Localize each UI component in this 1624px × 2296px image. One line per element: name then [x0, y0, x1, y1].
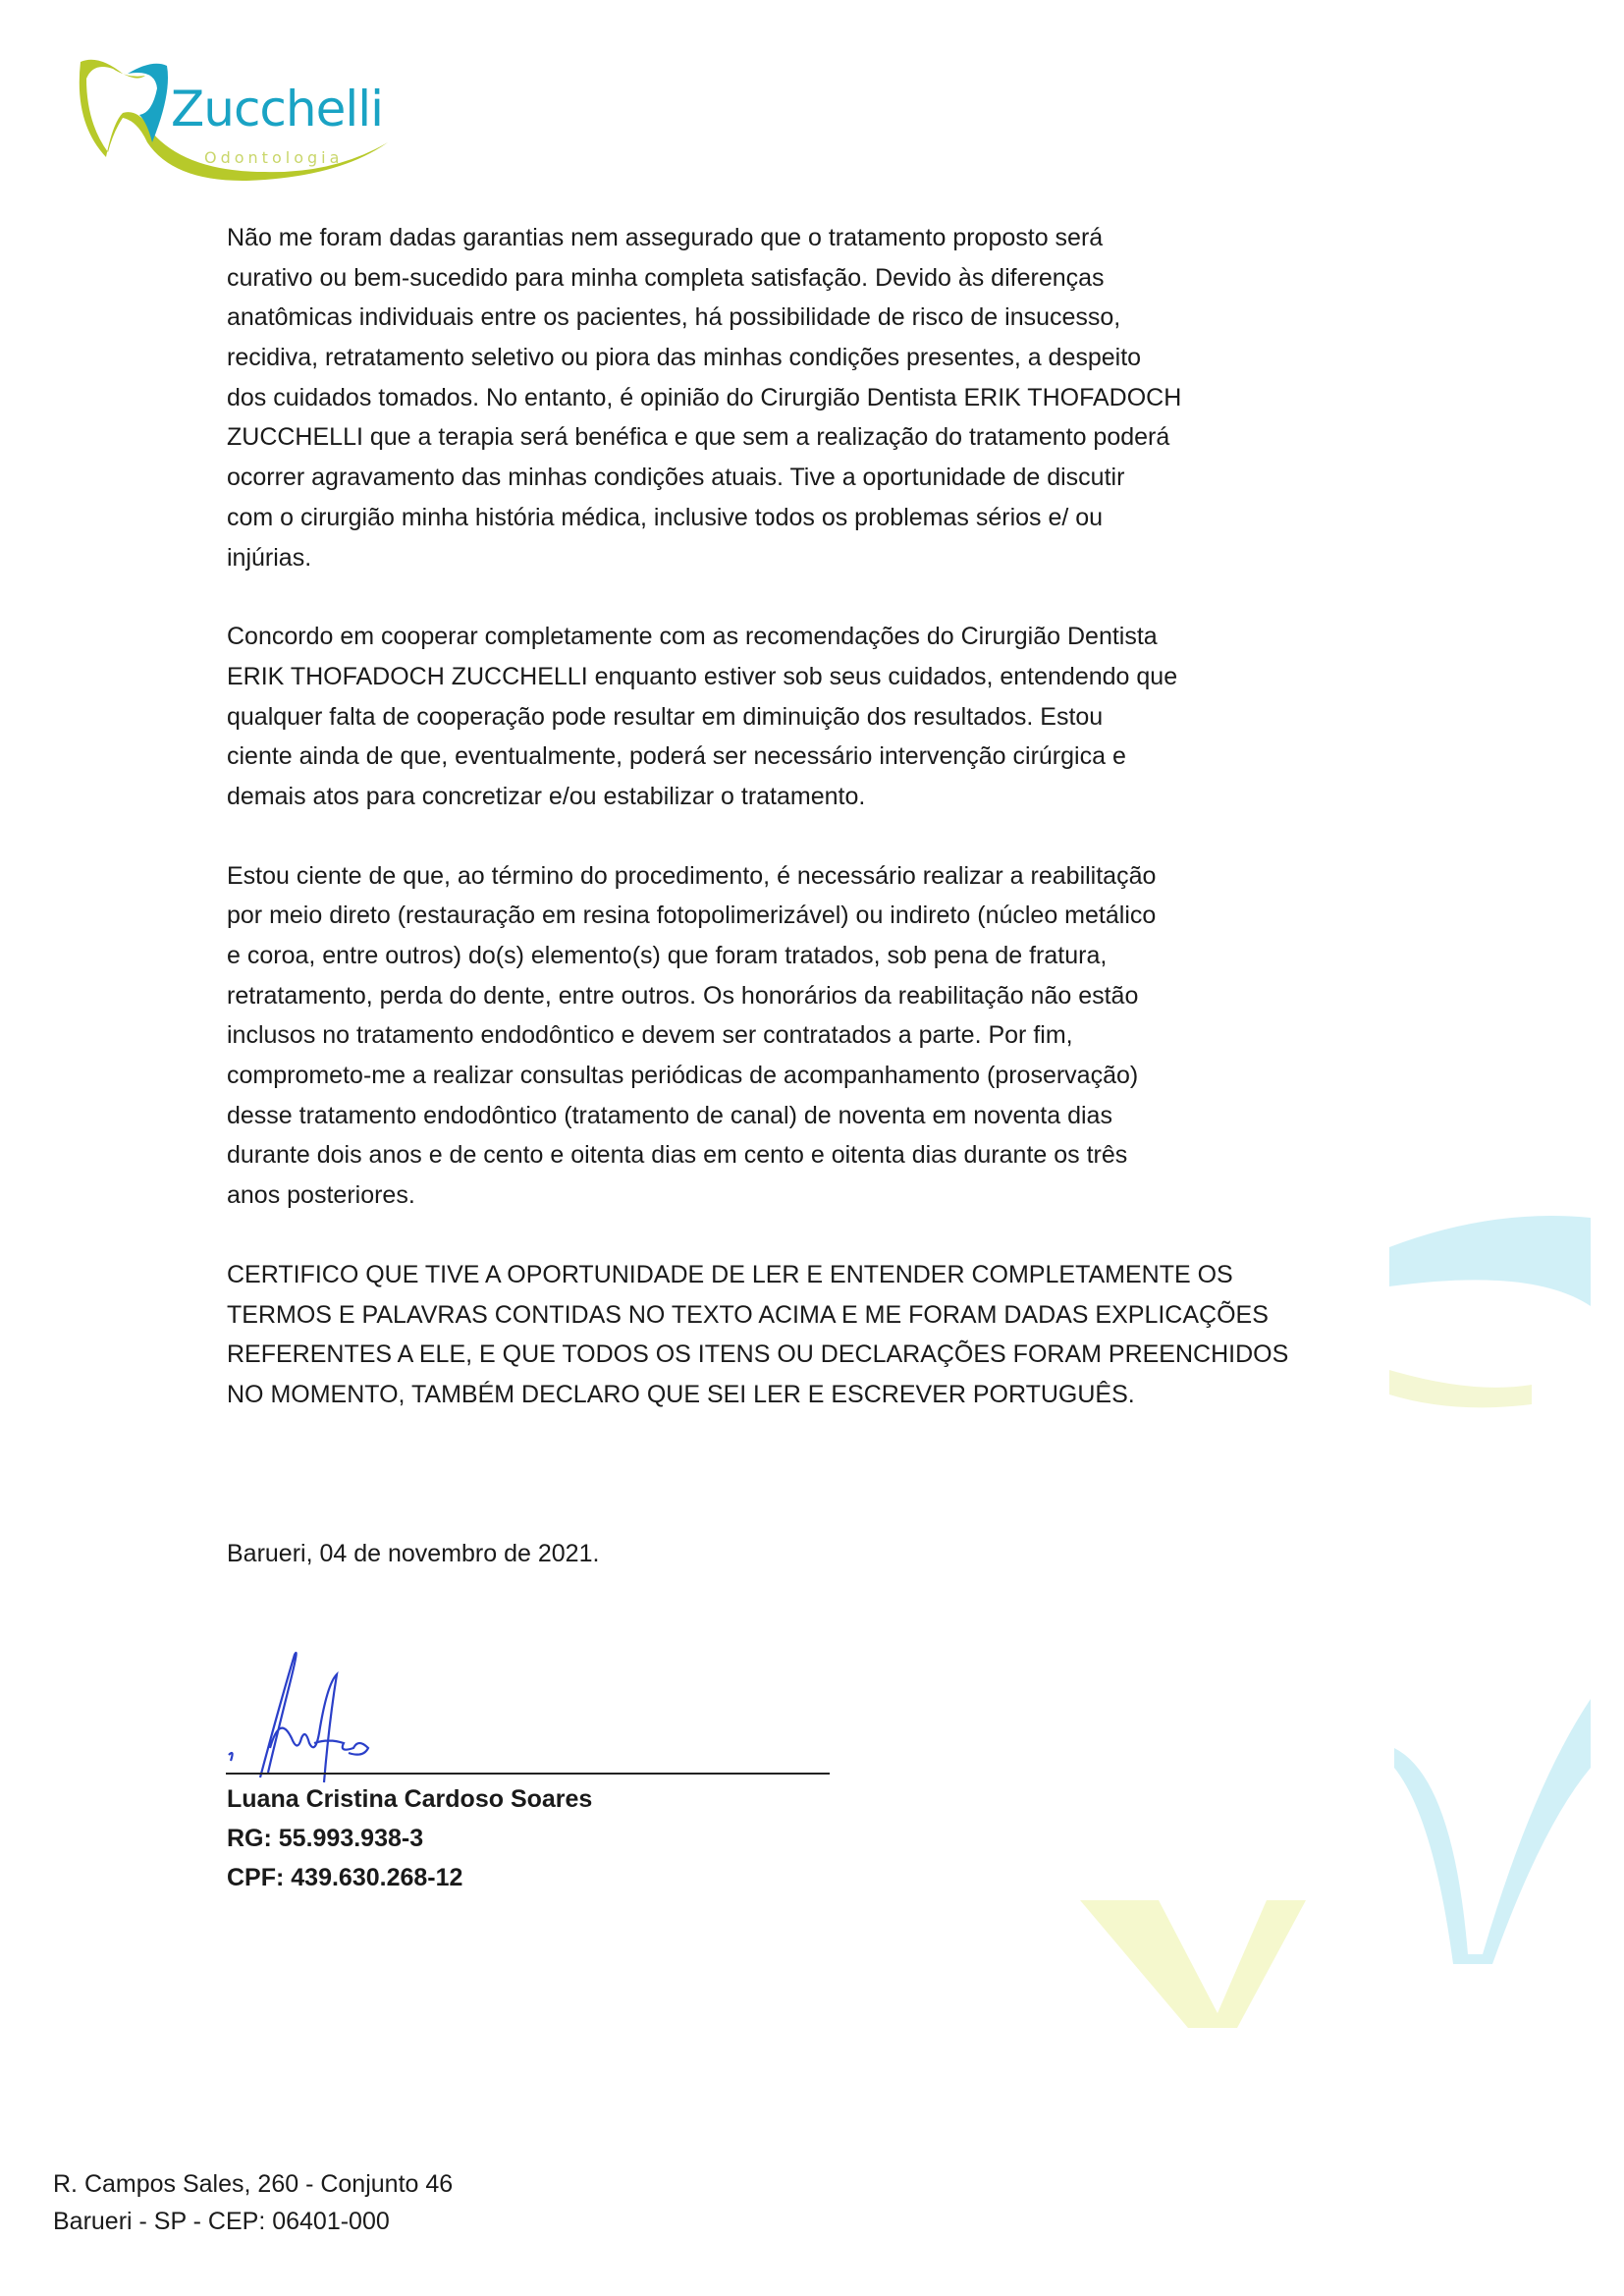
text-line: NO MOMENTO, TAMBÉM DECLARO QUE SEI LER E ESCREVER PORTUGUÊS. — [227, 1380, 1135, 1408]
text-line: CERTIFICO QUE TIVE A OPORTUNIDADE DE LER E ENTENDER COMPLETAMENTE OS — [227, 1260, 1233, 1288]
text-line: inclusos no tratamento endodôntico e devem ser contratados a parte. Por fim, — [227, 1021, 1073, 1050]
text-line: anos posteriores. — [227, 1181, 415, 1210]
document-body — [227, 218, 1405, 1415]
text-line: dos cuidados tomados. No entanto, é opinião do Cirurgião Dentista ERIK THOFADOCH — [227, 383, 1182, 411]
signatory-rg: RG: 55.993.938-3 — [227, 1825, 424, 1852]
text-line: e coroa, entre outros) do(s) elemento(s) que foram tratados, sob pena de fratura, — [227, 942, 1108, 969]
text-line: injúrias. — [227, 543, 312, 572]
text-line: durante dois anos e de cento e oitenta dias em cento e oitenta dias durante os três — [227, 1141, 1128, 1170]
signatory-block — [227, 1779, 592, 1897]
paragraph-rehabilitation — [227, 856, 1405, 1216]
signatory-name: Luana Cristina Cardoso Soares — [227, 1785, 593, 1813]
text-line: comprometo-me a realizar consultas periódicas de acompanhamento (proservação) — [227, 1062, 1139, 1090]
text-line: por meio direto (restauração em resina fotopolimerizável) ou indireto (núcleo metálico — [227, 902, 1157, 930]
text-line: TERMOS E PALAVRAS CONTIDAS NO TEXTO ACIMA E ME FORAM DADAS EXPLICAÇÕES — [227, 1300, 1269, 1329]
text-line: com o cirurgião minha história médica, inclusive todos os problemas sérios e/ ou — [227, 503, 1104, 531]
text-line: ERIK THOFADOCH ZUCCHELLI enquanto estiver sob seus cuidados, entendendo que — [227, 662, 1178, 690]
text-line: Concordo em cooperar completamente com as recomendações do Cirurgião Dentista — [227, 623, 1158, 651]
company-logo — [69, 54, 403, 191]
footer-city: Barueri - SP - CEP: 06401-000 — [53, 2208, 390, 2235]
text-line: curativo ou bem-sucedido para minha completa satisfação. Devido às diferenças — [227, 263, 1105, 292]
text-line: qualquer falta de cooperação pode resultar em diminuição dos resultados. Estou — [227, 702, 1104, 731]
text-line: retratamento, perda do dente, entre outros. Os honorários da reabilitação não estão — [227, 981, 1139, 1010]
text-line: REFERENTES A ELE, E QUE TODOS OS ITENS OU DECLARAÇÕES FORAM PREENCHIDOS — [227, 1340, 1289, 1369]
handwritten-signature — [221, 1645, 417, 1792]
footer-street: R. Campos Sales, 260 - Conjunto 46 — [53, 2170, 454, 2198]
text-line: demais atos para concretizar e/ou estabilizar o tratamento. — [227, 782, 866, 810]
text-line: ciente ainda de que, eventualmente, poderá ser necessário intervenção cirúrgica e — [227, 742, 1126, 771]
text-line: Não me foram dadas garantias nem assegurado que o tratamento proposto será — [227, 224, 1104, 251]
text-line: desse tratamento endodôntico (tratamento de canal) de noventa em noventa dias — [227, 1101, 1112, 1129]
text-line: recidiva, retratamento seletivo ou piora das minhas condições presentes, a despeito — [227, 344, 1142, 372]
text-line: ZUCCHELLI que a terapia será benéfica e que sem a realização do tratamento poderá — [227, 423, 1170, 452]
paragraph-cooperation — [227, 617, 1405, 816]
footer-address — [53, 2165, 453, 2240]
signature-line — [226, 1773, 830, 1775]
logo-subtitle: Odontologia — [204, 148, 344, 167]
signatory-cpf: CPF: 439.630.268-12 — [227, 1864, 463, 1891]
document-date: Barueri, 04 de novembro de 2021. — [227, 1540, 600, 1567]
logo-name: Zucchelli — [171, 81, 384, 137]
paragraph-guarantees — [227, 218, 1405, 577]
text-line: Estou ciente de que, ao término do procedimento, é necessário realizar a reabilitação — [227, 861, 1157, 890]
text-line: anatômicas individuais entre os pacientes, há possibilidade de risco de insucesso, — [227, 303, 1121, 332]
paragraph-certification — [227, 1255, 1405, 1415]
text-line: ocorrer agravamento das minhas condições atuais. Tive a oportunidade de discutir — [227, 464, 1125, 492]
